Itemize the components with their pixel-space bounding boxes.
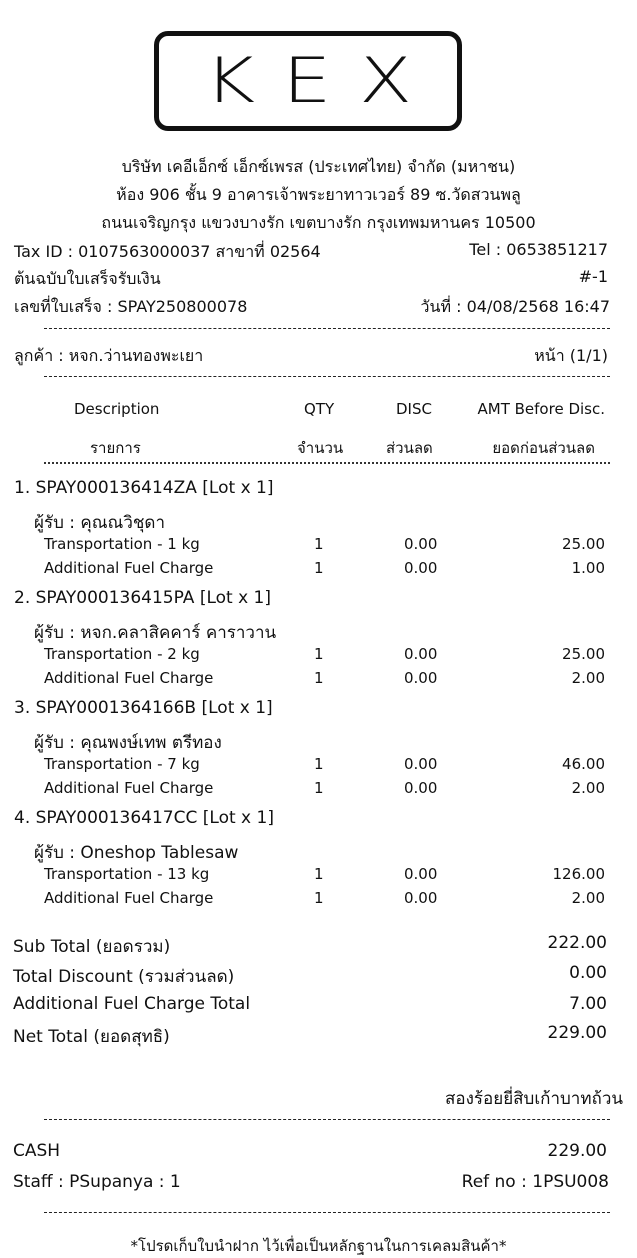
telephone: Tel : 0653851217 <box>469 240 608 259</box>
col-amt-th: ยอดก่อนส่วนลด <box>492 439 595 457</box>
tax-id: Tax ID : 0107563000037 สาขาที่ 02564 <box>14 242 321 261</box>
line-description: Additional Fuel Charge <box>44 669 214 687</box>
net-total-value: 229.00 <box>547 1023 607 1043</box>
fuel-charge-total-label: Additional Fuel Charge Total <box>13 994 251 1014</box>
line-description: Additional Fuel Charge <box>44 889 214 907</box>
company-address-2: ถนนเจริญกรุง แขวงบางรัก เขตบางรัก กรุงเทพมหานคร 10500 <box>101 213 536 232</box>
subtotal-label: Sub Total (ยอดรวม) <box>13 937 171 957</box>
col-disc-en: DISC <box>396 400 432 418</box>
line-description: Transportation - 2 kg <box>44 645 200 663</box>
line-amount: 2.00 <box>571 779 605 797</box>
line-discount: 0.00 <box>404 645 438 663</box>
reference-number: Ref no : 1PSU008 <box>461 1172 609 1192</box>
customer-name: ลูกค้า : หจก.ว่านทองพะเยา <box>14 346 204 365</box>
header-underline <box>44 462 610 464</box>
col-amt-en: AMT Before Disc. <box>477 400 605 418</box>
divider <box>44 1119 610 1120</box>
document-type: ต้นฉบับใบเสร็จรับเงิน <box>14 269 161 288</box>
line-description: Transportation - 7 kg <box>44 755 200 773</box>
line-discount: 0.00 <box>404 755 438 773</box>
staff-info: Staff : PSupanya : 1 <box>13 1172 181 1192</box>
item-receiver: ผู้รับ : คุณณวิชุดา <box>34 513 166 533</box>
col-qty-en: QTY <box>304 400 335 418</box>
copy-number: #-1 <box>578 267 608 286</box>
item-title: 2. SPAY000136415PA [Lot x 1] <box>14 588 272 608</box>
line-discount: 0.00 <box>404 865 438 883</box>
line-amount: 25.00 <box>562 535 605 553</box>
col-description-en: Description <box>74 400 160 418</box>
line-amount: 2.00 <box>571 669 605 687</box>
line-qty: 1 <box>314 645 324 663</box>
item-receiver: ผู้รับ : คุณพงษ์เทพ ตรีทอง <box>34 733 222 753</box>
net-total-label: Net Total (ยอดสุทธิ) <box>13 1027 170 1047</box>
logo-text: KEX <box>204 44 440 117</box>
payment-amount: 229.00 <box>547 1141 607 1161</box>
line-qty: 1 <box>314 559 324 577</box>
line-discount: 0.00 <box>404 669 438 687</box>
line-amount: 2.00 <box>571 889 605 907</box>
kex-logo <box>154 31 462 131</box>
line-qty: 1 <box>314 755 324 773</box>
line-discount: 0.00 <box>404 889 438 907</box>
amount-in-words: สองร้อยยี่สิบเก้าบาทถ้วน <box>445 1089 623 1109</box>
line-amount: 126.00 <box>552 865 605 883</box>
divider <box>44 1212 610 1213</box>
total-discount-value: 0.00 <box>569 963 607 983</box>
item-receiver: ผู้รับ : หจก.คลาสิคคาร์ คาราวาน <box>34 623 277 643</box>
item-title: 4. SPAY000136417CC [Lot x 1] <box>14 808 274 828</box>
line-description: Transportation - 1 kg <box>44 535 200 553</box>
subtotal-value: 222.00 <box>547 933 607 953</box>
item-receiver: ผู้รับ : Oneshop Tablesaw <box>34 843 239 863</box>
payment-method: CASH <box>13 1141 61 1161</box>
receipt-date: วันที่ : 04/08/2568 16:47 <box>420 297 610 316</box>
company-name: บริษัท เคอีเอ็กซ์ เอ็กซ์เพรส (ประเทศไทย) จำกัด (มหาชน) <box>121 157 516 176</box>
line-qty: 1 <box>314 669 324 687</box>
col-qty-th: จำนวน <box>297 439 344 457</box>
line-description: Additional Fuel Charge <box>44 559 214 577</box>
line-discount: 0.00 <box>404 779 438 797</box>
divider <box>44 328 610 329</box>
col-disc-th: ส่วนลด <box>386 439 433 457</box>
total-discount-label: Total Discount (รวมส่วนลด) <box>13 967 235 987</box>
line-discount: 0.00 <box>404 535 438 553</box>
page-number: หน้า (1/1) <box>534 346 608 365</box>
line-amount: 46.00 <box>562 755 605 773</box>
divider <box>44 376 610 377</box>
line-qty: 1 <box>314 535 324 553</box>
line-description: Transportation - 13 kg <box>44 865 210 883</box>
line-amount: 25.00 <box>562 645 605 663</box>
item-title: 1. SPAY000136414ZA [Lot x 1] <box>14 478 274 498</box>
company-address-1: ห้อง 906 ชั้น 9 อาคารเจ้าพระยาทาวเวอร์ 89 ซ.วัดสวนพลู <box>116 185 521 204</box>
col-description-th: รายการ <box>90 439 141 457</box>
line-qty: 1 <box>314 779 324 797</box>
item-title: 3. SPAY0001364166B [Lot x 1] <box>14 698 273 718</box>
receipt-number: เลขที่ใบเสร็จ : SPAY250800078 <box>14 297 248 316</box>
line-discount: 0.00 <box>404 559 438 577</box>
line-description: Additional Fuel Charge <box>44 779 214 797</box>
line-qty: 1 <box>314 889 324 907</box>
line-qty: 1 <box>314 865 324 883</box>
line-amount: 1.00 <box>571 559 605 577</box>
fuel-charge-total-value: 7.00 <box>569 994 607 1014</box>
footer-note: *โปรดเก็บใบนำฝาก ไว้เพื่อเป็นหลักฐานในการเคลมสินค้า* <box>130 1237 507 1255</box>
